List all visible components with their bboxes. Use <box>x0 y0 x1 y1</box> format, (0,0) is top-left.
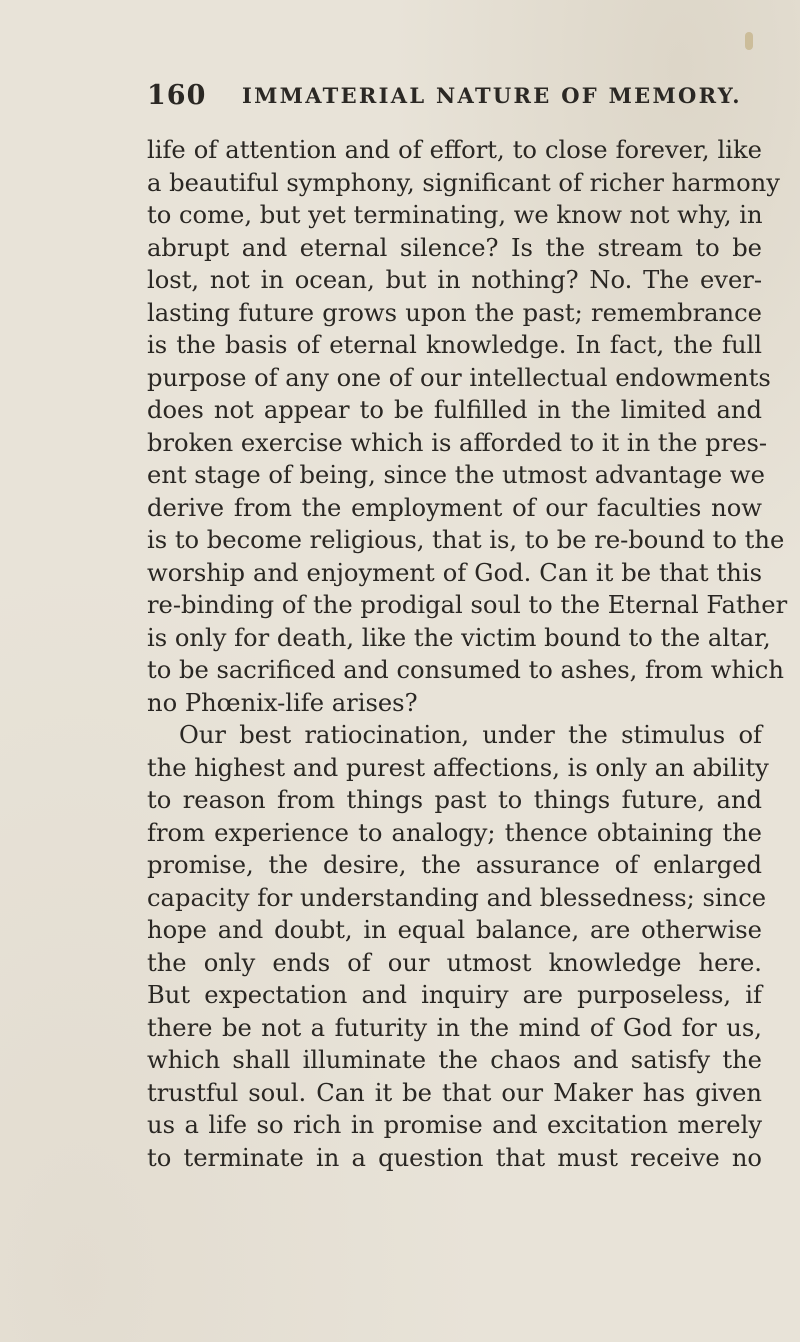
text-line: promise, the desire, the assurance of enlarged <box>147 851 762 879</box>
text-line: us a life so rich in promise and excitation merely <box>147 1111 762 1139</box>
text-line: But expectation and inquiry are purposeless, if <box>147 981 762 1009</box>
text-line: to be sacrificed and consumed to ashes, from which <box>147 656 784 684</box>
text-line: life of attention and of effort, to close forever, like <box>147 136 762 164</box>
text-line: there be not a futurity in the mind of God for us, <box>147 1013 762 1042</box>
page-header <box>147 80 747 116</box>
text-line: ent stage of being, since the utmost advantage we <box>147 461 765 489</box>
paragraph-end-line: no Phœnix-life arises? <box>147 688 418 717</box>
text-line: abrupt and eternal silence? Is the stream to be <box>147 233 762 262</box>
text-line: lasting future grows upon the past; remembrance <box>147 298 762 327</box>
text-line: is to become religious, that is, to be re-bound to the <box>147 526 785 554</box>
text-line: a beautiful symphony, significant of richer harmony <box>147 168 780 197</box>
page-blemish <box>745 32 753 50</box>
text-line: to reason from things past to things future, and <box>147 786 762 814</box>
text-line: is the basis of eternal knowledge. In fact, the full <box>147 331 762 359</box>
text-line: to terminate in a question that must receive no <box>147 1143 762 1172</box>
text-line: which shall illuminate the chaos and satisfy the <box>147 1046 762 1074</box>
text-line: broken exercise which is afforded to it in the pres- <box>147 428 768 457</box>
text-line: hope and doubt, in equal balance, are otherwise <box>147 916 762 944</box>
text-line: trustful soul. Can it be that our Maker has given <box>147 1078 762 1107</box>
text-line: the highest and purest affections, is only an ability <box>147 753 769 782</box>
text-line: capacity for understanding and blessedness; since <box>147 883 767 912</box>
text-line: from experience to analogy; thence obtaining the <box>147 818 762 847</box>
text-line: worship and enjoyment of God. Can it be that this <box>147 558 762 587</box>
text-line: re-binding of the prodigal soul to the Eternal Father <box>147 591 788 619</box>
text-line: does not appear to be fulfilled in the limited and <box>147 396 762 424</box>
body-text <box>147 134 788 1174</box>
text-line: derive from the employment of our faculties now <box>147 493 762 522</box>
text-line: lost, not in ocean, but in nothing? No. The ever- <box>147 266 762 294</box>
text-line: the only ends of our utmost knowledge here. <box>147 948 762 977</box>
page-number: 160 <box>147 80 207 111</box>
text-line: to come, but yet terminating, we know not why, in <box>147 201 763 229</box>
text-line: is only for death, like the victim bound to the altar, <box>147 623 771 652</box>
running-head: IMMATERIAL NATURE OF MEMORY. <box>242 83 742 108</box>
paragraph-first-line: Our best ratiocination, under the stimulus of <box>179 721 762 749</box>
text-line: purpose of any one of our intellectual endowments <box>147 363 771 392</box>
